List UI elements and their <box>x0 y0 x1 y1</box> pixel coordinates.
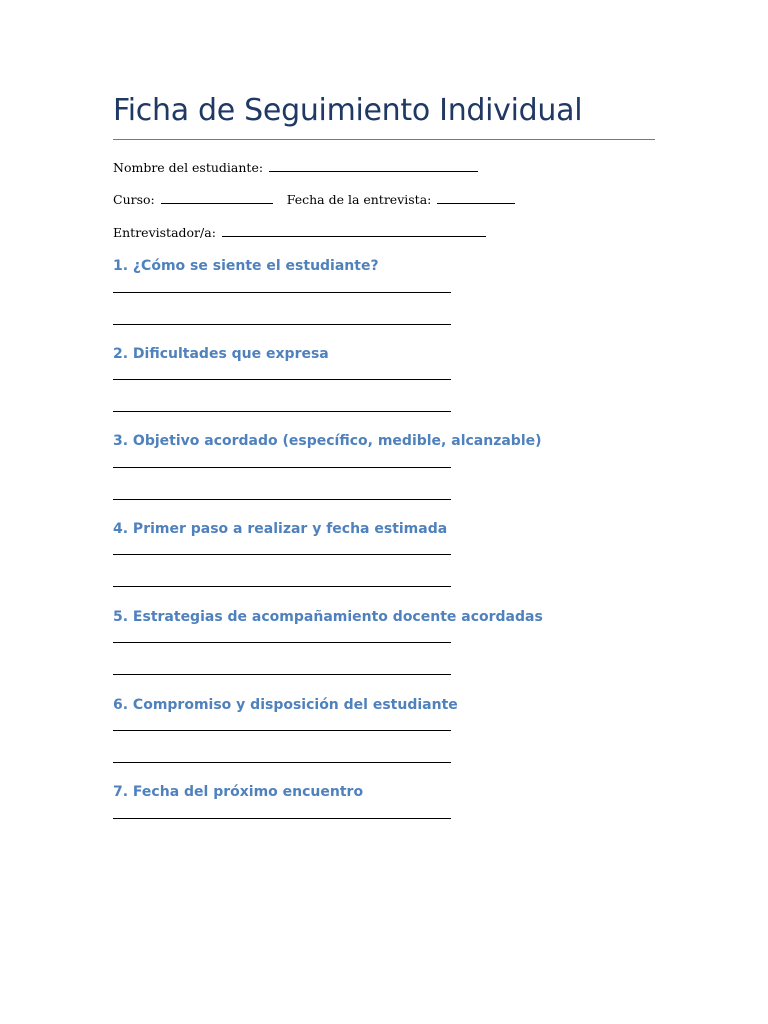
answer-line-6a[interactable] <box>113 730 451 731</box>
course-field[interactable] <box>161 192 273 204</box>
answer-line-5b[interactable] <box>113 674 451 675</box>
question-heading-7: 7. Fecha del próximo encuentro <box>113 784 364 800</box>
answer-line-2a[interactable] <box>113 379 451 380</box>
interviewer-row <box>113 225 486 240</box>
title-underline <box>113 139 655 140</box>
answer-line-5a[interactable] <box>113 642 451 643</box>
course-date-row <box>113 192 515 207</box>
question-heading-2: 2. Dificultades que expresa <box>113 346 329 362</box>
answer-line-1a[interactable] <box>113 292 451 293</box>
answer-line-4a[interactable] <box>113 554 451 555</box>
answer-line-6b[interactable] <box>113 762 451 763</box>
question-heading-4: 4. Primer paso a realizar y fecha estimada <box>113 521 448 537</box>
answer-line-1b[interactable] <box>113 324 451 325</box>
student-name-field[interactable] <box>269 160 478 172</box>
answer-line-2b[interactable] <box>113 411 451 412</box>
question-heading-3: 3. Objetivo acordado (específico, medible, alcanzable) <box>113 433 542 449</box>
answer-line-3b[interactable] <box>113 499 451 500</box>
course-label: Curso: <box>113 192 155 207</box>
page-title: Ficha de Seguimiento Individual <box>113 93 583 128</box>
question-heading-1: 1. ¿Cómo se siente el estudiante? <box>113 258 379 274</box>
student-name-row <box>113 160 478 175</box>
student-name-label: Nombre del estudiante: <box>113 160 264 175</box>
question-heading-6: 6. Compromiso y disposición del estudiante <box>113 697 458 713</box>
answer-line-3a[interactable] <box>113 467 451 468</box>
answer-line-7a[interactable] <box>113 818 451 819</box>
question-heading-5: 5. Estrategias de acompañamiento docente acordadas <box>113 609 543 625</box>
interviewer-field[interactable] <box>222 225 486 237</box>
interview-date-field[interactable] <box>437 192 515 204</box>
interview-date-label: Fecha de la entrevista: <box>286 192 432 207</box>
answer-line-4b[interactable] <box>113 586 451 587</box>
interviewer-label: Entrevistador/a: <box>113 225 216 240</box>
